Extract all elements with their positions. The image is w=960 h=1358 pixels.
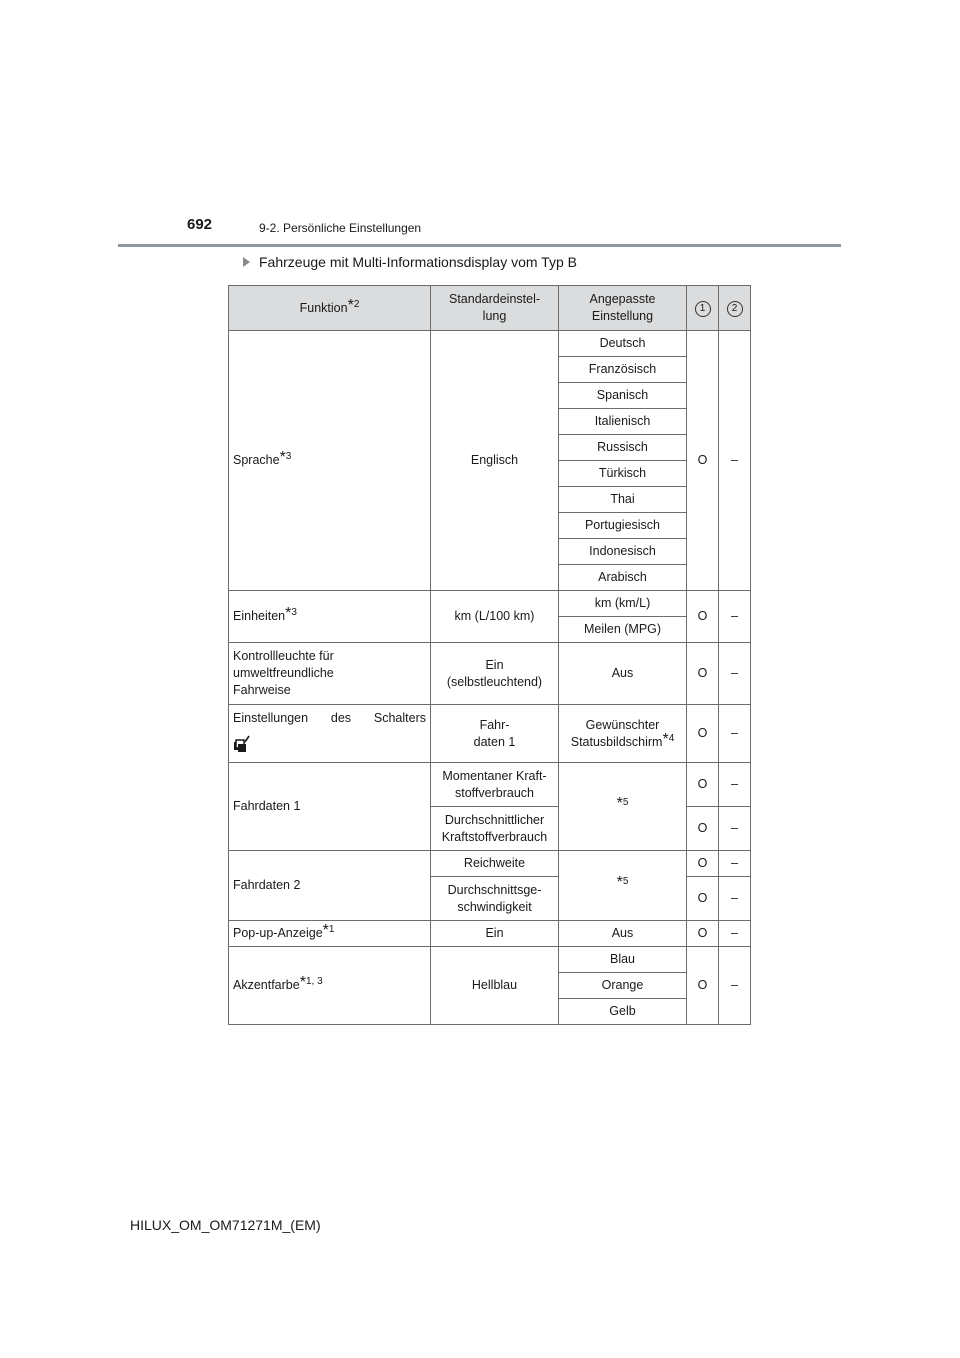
- fahrdaten1-c1: O: [687, 807, 719, 851]
- table-row: [229, 947, 751, 973]
- fahrdaten2-option: Durchschnittsge- schwindigkeit: [431, 877, 559, 921]
- sprache-option: Thai: [559, 487, 687, 513]
- popup-custom: Aus: [559, 921, 687, 947]
- footer-doc-id: HILUX_OM_OM71271M_(EM): [130, 1217, 321, 1233]
- akzent-option: Blau: [559, 947, 687, 973]
- fahrdaten2-c2: –: [719, 851, 751, 877]
- page-number: 692: [187, 216, 213, 233]
- sprache-label: Sprache$^{*3}$: [229, 331, 431, 591]
- schalter-c2: –: [719, 705, 751, 763]
- fahrdaten1-option: Momentaner Kraft- stoffverbrauch: [431, 763, 559, 807]
- subheading-text: Fahrzeuge mit Multi-Informationsdisplay vom Typ B: [259, 254, 577, 270]
- header-col2: [719, 286, 751, 331]
- header-rule: [118, 244, 841, 247]
- sprache-option: Französisch: [559, 357, 687, 383]
- fahrdaten2-label: Fahrdaten 2: [229, 851, 431, 921]
- sprache-option: Russisch: [559, 435, 687, 461]
- fahrdaten1-c2: –: [719, 763, 751, 807]
- einheiten-option: Meilen (MPG): [559, 617, 687, 643]
- akzent-c2: –: [719, 947, 751, 1025]
- sprache-c2: –: [719, 331, 751, 591]
- display-switch-icon: [233, 735, 251, 758]
- akzent-option: Gelb: [559, 999, 687, 1025]
- einheiten-c1: O: [687, 591, 719, 643]
- kontroll-default: Ein (selbstleuchtend): [431, 643, 559, 705]
- akzent-label: Akzentfarbe$^{*1, 3}$: [229, 947, 431, 1025]
- triangle-bullet-icon: [243, 257, 250, 267]
- popup-label: Pop-up-Anzeige$^{*1}$: [229, 921, 431, 947]
- popup-c1: O: [687, 921, 719, 947]
- schalter-label: Einstellungen des Schalters: [229, 705, 431, 763]
- table-row: [229, 643, 751, 705]
- kontroll-custom: Aus: [559, 643, 687, 705]
- fahrdaten1-c2: –: [719, 807, 751, 851]
- popup-c2: –: [719, 921, 751, 947]
- fahrdaten1-c1: O: [687, 763, 719, 807]
- einheiten-option: km (km/L): [559, 591, 687, 617]
- sprache-default: Englisch: [431, 331, 559, 591]
- einheiten-default: km (L/100 km): [431, 591, 559, 643]
- einheiten-c2: –: [719, 591, 751, 643]
- fahrdaten2-c1: O: [687, 851, 719, 877]
- sprache-c1: O: [687, 331, 719, 591]
- settings-table: [228, 285, 751, 1025]
- header-standard: Standardeinstel- lung: [431, 286, 559, 331]
- popup-default: Ein: [431, 921, 559, 947]
- schalter-custom: Gewünschter Statusbildschirm$^{*4}$: [559, 705, 687, 763]
- table-row: [229, 851, 751, 877]
- header-col1: [687, 286, 719, 331]
- fahrdaten2-c2: –: [719, 877, 751, 921]
- schalter-c1: O: [687, 705, 719, 763]
- fahrdaten2-custom: *5: [559, 851, 687, 921]
- kontroll-c2: –: [719, 643, 751, 705]
- sprache-option: Türkisch: [559, 461, 687, 487]
- table-row: [229, 763, 751, 807]
- table-row: [229, 705, 751, 763]
- subheading: [243, 254, 577, 270]
- fahrdaten1-custom: *5: [559, 763, 687, 851]
- sprache-option: Indonesisch: [559, 539, 687, 565]
- akzent-default: Hellblau: [431, 947, 559, 1025]
- fahrdaten1-option: Durchschnittlicher Kraftstoffverbrauch: [431, 807, 559, 851]
- header-funktion: Funktion$^{*2}$: [229, 286, 431, 331]
- table-row: [229, 921, 751, 947]
- sprache-option: Italienisch: [559, 409, 687, 435]
- fahrdaten1-label: Fahrdaten 1: [229, 763, 431, 851]
- table-row: [229, 331, 751, 357]
- table-row: [229, 591, 751, 617]
- fahrdaten2-option: Reichweite: [431, 851, 559, 877]
- kontroll-c1: O: [687, 643, 719, 705]
- table-header-row: [229, 286, 751, 331]
- kontroll-label: Kontrollleuchte für umweltfreundliche Fahrweise: [229, 643, 431, 705]
- section-title: 9-2. Persönliche Einstellungen: [259, 221, 422, 235]
- fahrdaten2-c1: O: [687, 877, 719, 921]
- sprache-option: Portugiesisch: [559, 513, 687, 539]
- sprache-option: Arabisch: [559, 565, 687, 591]
- schalter-default: Fahr- daten 1: [431, 705, 559, 763]
- akzent-option: Orange: [559, 973, 687, 999]
- sprache-option: Spanisch: [559, 383, 687, 409]
- einheiten-label: Einheiten$^{*3}$: [229, 591, 431, 643]
- akzent-c1: O: [687, 947, 719, 1025]
- circled-one-icon: 1: [695, 301, 711, 317]
- sprache-option: Deutsch: [559, 331, 687, 357]
- circled-two-icon: 2: [727, 301, 743, 317]
- header-angepasst: Angepasste Einstellung: [559, 286, 687, 331]
